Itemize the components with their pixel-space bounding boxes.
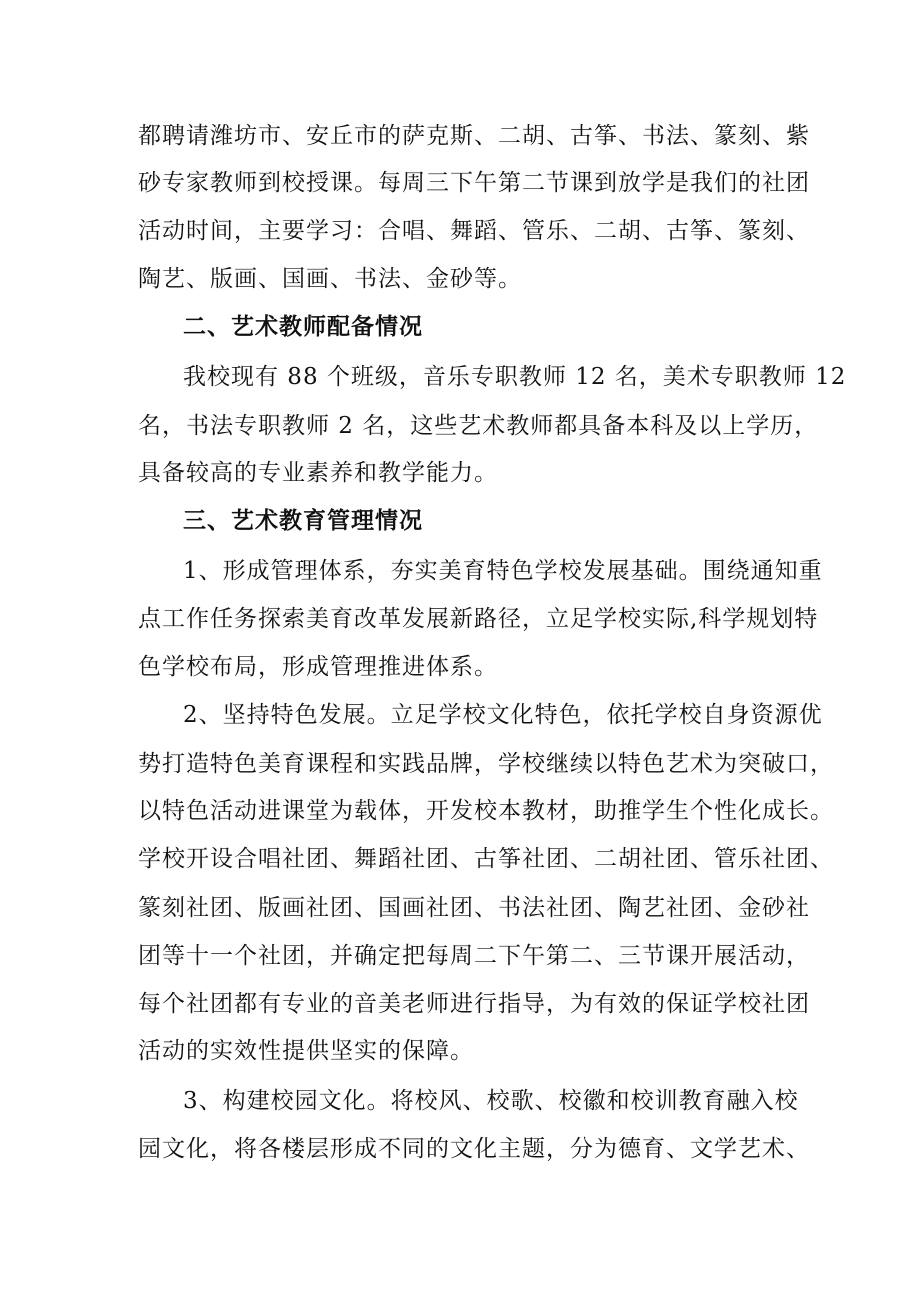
paragraph-line: 园文化，将各楼层形成不同的文化主题，分为德育、文学艺术、 bbox=[138, 1136, 810, 1162]
paragraph-line: 1、形成管理体系，夯实美育特色学校发展基础。围绕通知重 bbox=[183, 558, 823, 584]
paragraph-line: 点工作任务探索美育改革发展新路径，立足学校实际,科学规划特 bbox=[138, 606, 819, 632]
paragraph-line: 陶艺、版画、国画、书法、金砂等。 bbox=[138, 266, 522, 292]
paragraph-line: 具备较高的专业素养和教学能力。 bbox=[138, 460, 498, 486]
section-heading-teachers: 二、艺术教师配备情况 bbox=[183, 314, 423, 340]
paragraph-line: 砂专家教师到校授课。每周三下午第二节课到放学是我们的社团 bbox=[138, 170, 810, 196]
paragraph-line: 名，书法专职教师 2 名，这些艺术教师都具备本科及以上学历， bbox=[138, 413, 819, 439]
paragraph-line: 都聘请潍坊市、安丘市的萨克斯、二胡、古筝、书法、篆刻、紫 bbox=[138, 123, 810, 149]
paragraph-line: 篆刻社团、版画社团、国画社团、书法社团、陶艺社团、金砂社 bbox=[138, 895, 810, 921]
paragraph-line: 以特色活动进课堂为载体，开发校本教材，助推学生个性化成长。 bbox=[138, 798, 834, 824]
paragraph-line: 势打造特色美育课程和实践品牌，学校继续以特色艺术为突破口， bbox=[138, 751, 834, 777]
paragraph-line: 色学校布局，形成管理推进体系。 bbox=[138, 654, 498, 680]
paragraph-line: 每个社团都有专业的音美老师进行指导，为有效的保证学校社团 bbox=[138, 991, 810, 1017]
paragraph-line: 我校现有 88 个班级，音乐专职教师 12 名，美术专职教师 12 bbox=[183, 364, 847, 390]
paragraph-line: 2、坚持特色发展。立足学校文化特色，依托学校自身资源优 bbox=[183, 702, 823, 728]
paragraph-line: 3、构建校园文化。将校风、校歌、校徽和校训教育融入校 bbox=[183, 1088, 799, 1114]
paragraph-line: 活动时间，主要学习：合唱、舞蹈、管乐、二胡、古筝、篆刻、 bbox=[138, 218, 810, 244]
section-heading-management: 三、艺术教育管理情况 bbox=[183, 508, 423, 534]
paragraph-line: 团等十一个社团，并确定把每周二下午第二、三节课开展活动， bbox=[138, 943, 810, 969]
paragraph-line: 活动的实效性提供坚实的保障。 bbox=[138, 1038, 474, 1064]
paragraph-line: 学校开设合唱社团、舞蹈社团、古筝社团、二胡社团、管乐社团、 bbox=[138, 846, 834, 872]
